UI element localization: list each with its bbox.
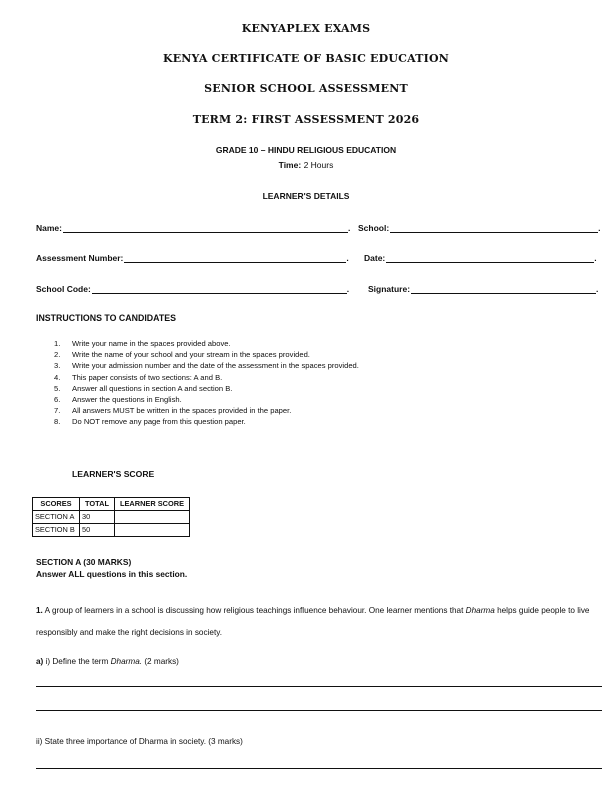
name-field[interactable]: Name: .	[36, 223, 351, 233]
time-value: 2 Hours	[303, 160, 334, 170]
school-line	[390, 223, 598, 233]
instruction-item: 5. Answer all questions in section A and section B.	[54, 383, 233, 393]
question-text-before: A group of learners in a school is discussing how religious teachings influence behaviour. One learner mentions that	[44, 606, 464, 615]
assessment-number-line	[124, 253, 346, 263]
school-code-field[interactable]: School Code: .	[36, 284, 350, 294]
date-label: Date:	[364, 253, 386, 263]
details-row-name-school	[36, 223, 602, 235]
assessment-number-field[interactable]: Assessment Number: .	[36, 253, 349, 263]
exam-provider-title: KENYAPLEX EXAMS	[241, 22, 371, 35]
total-cell: 50	[80, 524, 115, 537]
section-cell: SECTION A	[33, 511, 80, 524]
learner-score-cell[interactable]	[115, 524, 190, 537]
name-label: Name:	[36, 223, 62, 233]
name-line	[63, 223, 348, 233]
details-row-code-signature	[36, 284, 602, 296]
instructions-list	[36, 338, 359, 428]
part-a-label: a)	[36, 657, 44, 666]
part-a-text: i) Define the term	[45, 657, 109, 666]
header-scores: SCORES	[33, 498, 80, 511]
score-table-header	[33, 498, 190, 511]
section-a-title: SECTION A (30 MARKS)	[36, 557, 132, 567]
instruction-item: 6. Answer the questions in English.	[54, 395, 182, 405]
assessment-title: SENIOR SCHOOL ASSESSMENT	[204, 82, 408, 95]
school-code-line	[92, 284, 347, 294]
total-cell: 30	[80, 511, 115, 524]
subject-title: GRADE 10 – HINDU RELIGIOUS EDUCATION	[215, 145, 397, 155]
answer-line[interactable]	[36, 686, 602, 687]
score-table	[32, 497, 190, 537]
learner-score-cell[interactable]	[115, 511, 190, 524]
assessment-number-label: Assessment Number:	[36, 253, 124, 263]
instruction-item: 8. Do NOT remove any page from this question paper.	[54, 417, 246, 427]
question-term: Dharma	[465, 606, 495, 615]
instruction-item: 7. All answers MUST be written in the spaces provided in the paper.	[54, 406, 292, 416]
answer-line[interactable]	[36, 768, 602, 769]
header-learner-score: LEARNER SCORE	[115, 498, 190, 511]
signature-field[interactable]: Signature: .	[368, 284, 599, 294]
learner-score-title: LEARNER'S SCORE	[72, 469, 155, 479]
question-number: 1.	[36, 606, 43, 615]
instruction-item: 3. Write your admission number and the date of the assessment in the spaces provided.	[54, 361, 359, 371]
details-row-adm-date	[36, 253, 602, 265]
table-row	[33, 511, 190, 524]
question-text-after: helps guide people to live responsibly and make the right decisions in society.	[36, 606, 590, 637]
learner-details-heading: LEARNER'S DETAILS	[262, 191, 350, 201]
school-field[interactable]: School: .	[358, 223, 601, 233]
term-title: TERM 2: FIRST ASSESSMENT 2026	[192, 113, 420, 126]
instructions-title: INSTRUCTIONS TO CANDIDATES	[36, 313, 176, 323]
part-a-term: Dharma.	[110, 657, 143, 666]
instruction-item: 1. Write your name in the spaces provided above.	[54, 339, 231, 348]
table-row	[33, 524, 190, 537]
date-field[interactable]: Date: .	[364, 253, 597, 263]
section-a-instruction: Answer ALL questions in this section.	[36, 569, 188, 579]
instruction-item: 4. This paper consists of two sections: A and B.	[54, 372, 223, 382]
school-label: School:	[358, 223, 390, 233]
signature-label: Signature:	[368, 284, 411, 294]
section-a-heading	[36, 556, 187, 580]
certificate-title: KENYA CERTIFICATE OF BASIC EDUCATION	[162, 52, 450, 65]
instruction-item: 2. Write the name of your school and your stream in the spaces provided.	[54, 350, 310, 360]
signature-line	[411, 284, 596, 294]
time-allowed	[0, 160, 612, 170]
time-label: Time:	[278, 160, 302, 170]
section-cell: SECTION B	[33, 524, 80, 537]
question-1a	[36, 657, 179, 666]
question-1a-ii: ii) State three importance of Dharma in society. (3 marks)	[36, 737, 243, 746]
header-total: TOTAL	[80, 498, 115, 511]
question-1	[36, 600, 602, 644]
school-code-label: School Code:	[36, 284, 91, 294]
part-a-marks: (2 marks)	[144, 657, 179, 666]
answer-line[interactable]	[36, 710, 602, 711]
date-line	[386, 253, 594, 263]
